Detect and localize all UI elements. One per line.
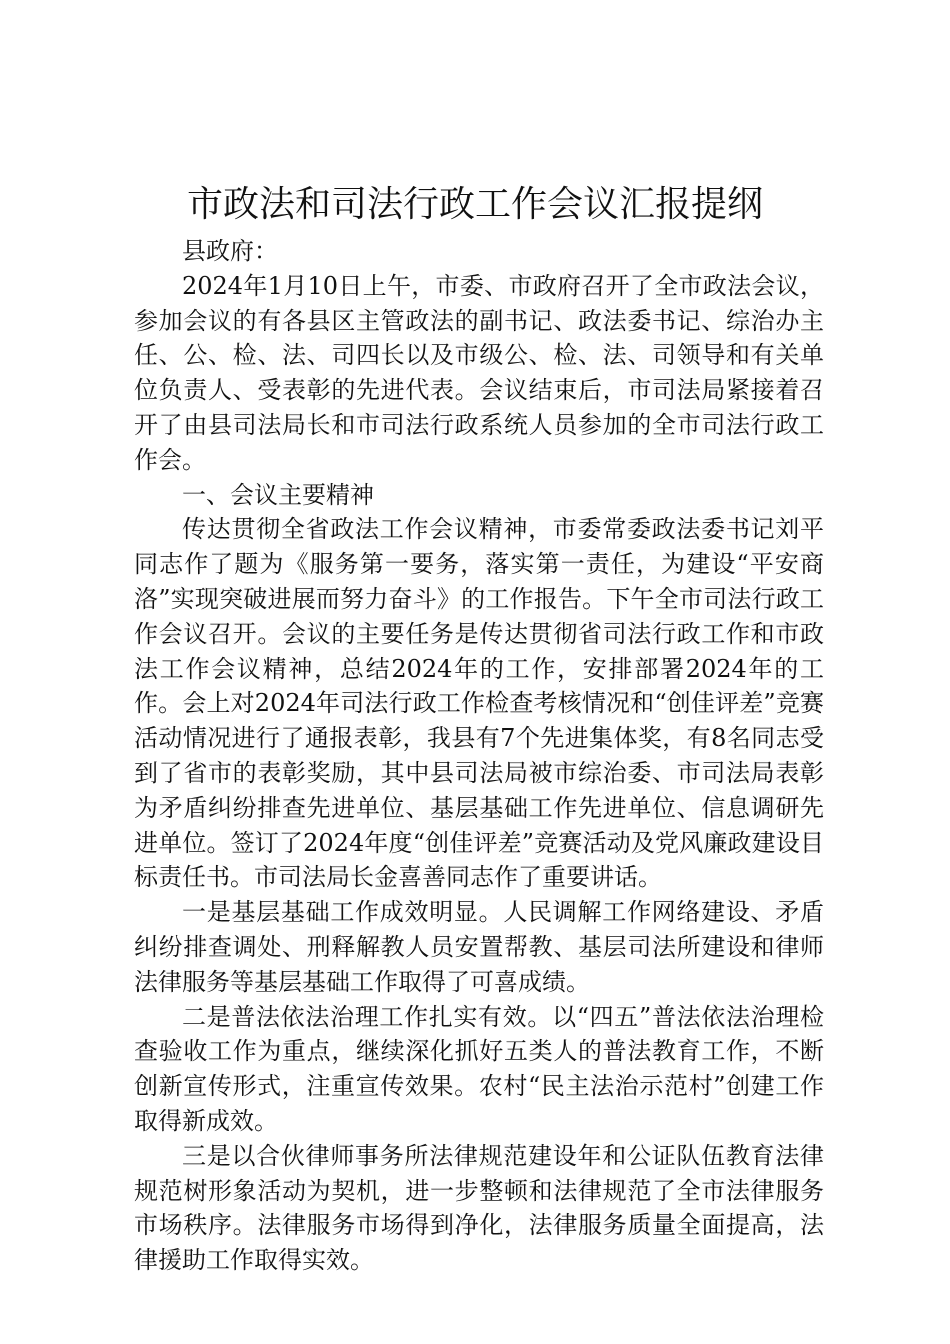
paragraph-meeting-spirit: 传达贯彻全省政法工作会议精神，市委常委政法委书记刘平同志作了题为《服务第一要务，落实第一责任，为建设“平安商洛”实现突破进展而努力奋斗》的工作报告。下午全市司法行政工作会议召开。会议的主要任务是传达贯彻省司法行政工作和市政法工作会议精神，总结2024年的工作，安排部署2024年的工作。会上对2024年司法行政工作检查考核情况和“创佳评差”竞赛活动情况进行了通报表彰，我县有7个先进集体奖，有8名同志受到了省市的表彰奖励，其中县司法局被市综治委、市司法局表彰为矛盾纠纷排查先进单位、基层基础工作先进单位、信息调研先进单位。签订了2024年度“创佳评差”竞赛活动及党风廉政建设目标责任书。市司法局长金喜善同志作了重要讲话。 (134, 515, 824, 892)
paragraph-meeting-overview: 2024年1月10日上午，市委、市政府召开了全市政法会议，参加会议的有各县区主管政法的副书记、政法委书记、综治办主任、公、检、法、司四长以及市级公、检、法、司领导和有关单位负责人、受表彰的先进代表。会议结束后，市司法局紧接着召开了由县司法局长和市司法行政系统人员参加的全市司法行政工作会。 (134, 271, 824, 474)
salutation: 县政府： (182, 237, 278, 265)
section-heading-main-spirit: 一、会议主要精神 (182, 480, 374, 509)
paragraph-point-three: 三是以合伙律师事务所法律规范建设年和公证队伍教育法律规范树形象活动为契机，进一步整顿和法律规范了全市法律服务市场秩序。法律服务市场得到净化，法律服务质量全面提高，法律援助工作取得实效。 (134, 1141, 824, 1275)
paragraph-point-one: 一是基层基础工作成效明显。人民调解工作网络建设、矛盾纠纷排查调处、刑释解教人员安置帮教、基层司法所建设和律师法律服务等基层基础工作取得了可喜成绩。 (134, 898, 824, 996)
document-body (134, 234, 824, 1278)
document-title: 市政法和司法行政工作会议汇报提纲 (186, 184, 763, 225)
paragraph-point-two: 二是普法依法治理工作扎实有效。以“四五”普法依法治理检查验收工作为重点，继续深化抓好五类人的普法教育工作，不断创新宣传形式，注重宣传效果。农村“民主法治示范村”创建工作取得新成效。 (134, 1002, 824, 1135)
